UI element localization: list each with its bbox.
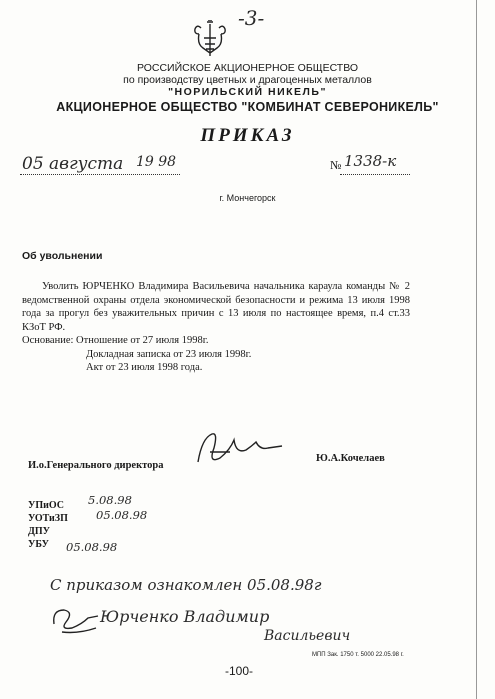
org-line-3: "НОРИЛЬСКИЙ НИКЕЛЬ" bbox=[168, 86, 327, 98]
print-mark: МПП Зак. 1750 т. 5000 22.05.98 г. bbox=[312, 652, 404, 658]
subject-heading: Об увольнении bbox=[22, 250, 103, 262]
approval-dept-upios: УПиОС bbox=[28, 500, 65, 511]
handwritten-page-number: -3- bbox=[238, 6, 265, 30]
number-underline bbox=[340, 174, 410, 175]
org-line-2: по производству цветных и драгоценных металлов bbox=[123, 74, 372, 86]
approval-dept-ubu: УБУ bbox=[28, 539, 49, 550]
approval-visa: 05.08.98 bbox=[96, 508, 148, 522]
company-name: АКЦИОНЕРНОЕ ОБЩЕСТВО "КОМБИНАТ СЕВЕРОНИКЕЛЬ" bbox=[56, 100, 439, 114]
order-body bbox=[22, 280, 410, 334]
director-signature bbox=[190, 428, 286, 470]
number-prefix: № bbox=[330, 158, 342, 172]
approval-dept-dpu: ДПУ bbox=[28, 526, 50, 537]
double-headed-eagle-icon bbox=[191, 20, 229, 60]
basis-item: Акт от 23 июля 1998 года. bbox=[86, 362, 203, 373]
document-title: ПРИКАЗ bbox=[200, 125, 295, 146]
acknowledgement-name: Юрченко Владимир bbox=[100, 607, 270, 626]
basis-item: Отношение от 27 июля 1998г. bbox=[76, 335, 209, 346]
signatory-title: И.о.Генерального директора bbox=[28, 460, 164, 471]
handwritten-date: 05 августа bbox=[22, 154, 124, 174]
city: г. Мончегорск bbox=[219, 193, 276, 203]
handwritten-year: 19 98 bbox=[136, 154, 177, 170]
approval-dept-uotizp: УОТиЗП bbox=[28, 513, 68, 524]
acknowledgement-note: С приказом ознакомлен 05.08.98г bbox=[50, 576, 322, 594]
basis-label: Основание: bbox=[22, 335, 74, 346]
signatory-name: Ю.А.Кочелаев bbox=[316, 453, 385, 464]
approval-visa: 05.08.98 bbox=[66, 540, 118, 554]
handwritten-order-number: 1338-к bbox=[344, 152, 397, 170]
basis-block bbox=[22, 334, 251, 375]
approval-visa: 5.08.98 bbox=[88, 493, 132, 507]
basis-item: Докладная записка от 23 июля 1998г. bbox=[86, 348, 252, 360]
employee-signature bbox=[48, 600, 102, 640]
order-paragraph: Уволить ЮРЧЕНКО Владимира Васильевича начальника караула команды № 2 ведомственной охраны отдела экономической безопасности и режима 13 июля 1998 года за прогул без уважительных причин с 13 июля по настоящее время, п.4 ст.33 КЗоТ РФ. bbox=[22, 281, 410, 333]
date-underline bbox=[20, 174, 180, 175]
acknowledgement-patronymic: Васильевич bbox=[264, 628, 351, 644]
page-number: -100- bbox=[225, 664, 254, 678]
org-line-1: РОССИЙСКОЕ АКЦИОНЕРНОЕ ОБЩЕСТВО bbox=[136, 62, 359, 74]
